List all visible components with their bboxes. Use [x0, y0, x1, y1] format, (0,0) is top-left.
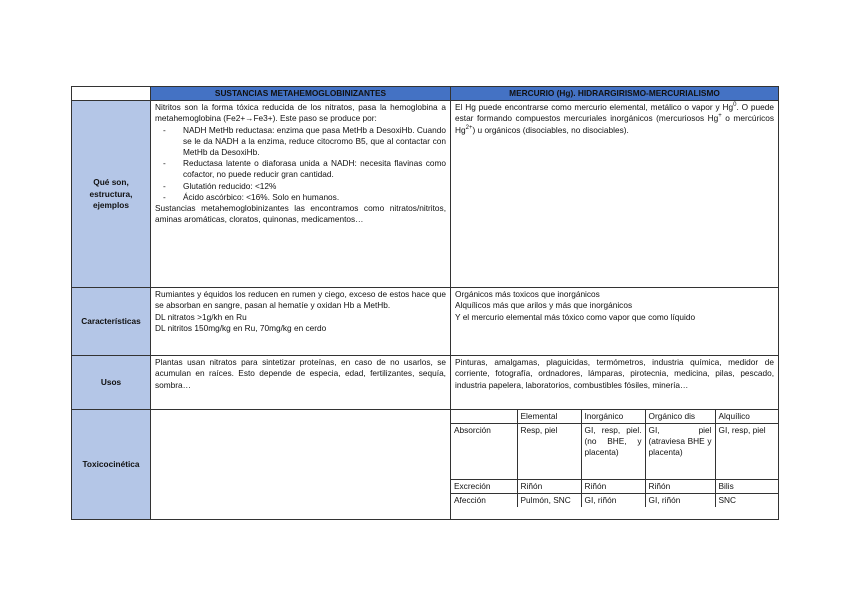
- caracteristicas-left-cell: [151, 288, 451, 356]
- subtable-cell: Resp, piel: [517, 424, 581, 480]
- subtable-cell: Riñón: [645, 480, 715, 494]
- caracteristicas-left-line: DL nitritos 150mg/kg en Ru, 70mg/kg en cerdo: [155, 322, 327, 333]
- usos-left-cell: Plantas usan nitratos para sintetizar proteínas, en caso de no usarlos, se acumulan en raíces. Esto depende de especia, edad, fertilizantes, sequía, sombra…: [151, 356, 451, 410]
- list-item: - Glutatión reducido: <12%: [183, 181, 446, 192]
- que-son-right-text-4: ) u orgánicos (disociables, no disociables).: [472, 124, 629, 135]
- que-son-right-text-2: . O puede estar formando compuestos mercuriales inorgánicos (mercuriosos Hg: [455, 102, 774, 124]
- subtable-header-cell: Inorgánico: [581, 410, 645, 424]
- subtable-cell: SNC: [715, 494, 779, 508]
- row-label-que-son: Qué son, estructura, ejemplos: [72, 101, 151, 288]
- row-caracteristicas: [72, 288, 779, 356]
- subtable-cell: Bilis: [715, 480, 779, 494]
- subtable-cell: Riñón: [581, 480, 645, 494]
- comparison-table: [71, 86, 779, 520]
- subtable-cell: Absorción: [451, 424, 517, 480]
- toxicocinetica-right-cell: [451, 410, 779, 520]
- subtable-cell: GI, riñón: [581, 494, 645, 508]
- que-son-right-cell: [451, 101, 779, 288]
- que-son-left-list: [155, 125, 446, 203]
- subtable-cell: GI, resp, piel. (no BHE, y placenta): [581, 424, 645, 480]
- subtable-cell: Excreción: [451, 480, 517, 494]
- caracteristicas-right-line: Y el mercurio elemental más tóxico como vapor que como líquido: [455, 311, 696, 322]
- caracteristicas-left-line: DL nitratos >1g/kh en Ru: [155, 311, 247, 322]
- header-row: [72, 87, 779, 101]
- row-label-caracteristicas: Características: [72, 288, 151, 356]
- que-son-left-intro: Nitritos son la forma tóxica reducida de los nitratos, pasa la hemoglobina a metahemoglobina (Fe2+→Fe3+). Este paso se produce por:: [155, 102, 446, 124]
- row-usos: [72, 356, 779, 410]
- row-label-toxicocinetica: Toxicocinética: [72, 410, 151, 520]
- que-son-left-cell: [151, 101, 451, 288]
- corner-cell: [72, 87, 151, 101]
- subtable-cell: Afección: [451, 494, 517, 508]
- subtable-cell: Pulmón, SNC: [517, 494, 581, 508]
- que-son-right-text-1: El Hg puede encontrarse como mercurio elemental, metálico o vapor y Hg: [455, 102, 734, 113]
- sup-0: 0: [733, 102, 737, 109]
- column-header-metahemoglobinizantes: SUSTANCIAS METAHEMOGLOBINIZANTES: [151, 87, 451, 101]
- column-header-mercurio: MERCURIO (Hg). HIDRARGIRISMO-MERCURIALISMO: [451, 87, 779, 101]
- subtable-header-cell: [451, 410, 517, 424]
- list-item: - Reductasa latente o diaforasa unida a NADH: necesita flavinas como cofactor, no puede reducir gran cantidad.: [183, 158, 446, 180]
- subtable-cell: GI, piel (atraviesa BHE y placenta): [645, 424, 715, 480]
- row-label-usos: Usos: [72, 356, 151, 410]
- subtable-header-cell: Orgánico dis: [645, 410, 715, 424]
- subtable-header-row: [451, 410, 779, 424]
- subtable-cell: GI, resp, piel: [715, 424, 779, 480]
- sup-plus: +: [718, 113, 722, 120]
- row-que-son: [72, 101, 779, 288]
- subtable-header-cell: Elemental: [517, 410, 581, 424]
- list-item: - Ácido ascórbico: <16%. Solo en humanos.: [183, 192, 446, 203]
- subtable-header-cell: Alquílico: [715, 410, 779, 424]
- subtable-cell: GI, riñón: [645, 494, 715, 508]
- document-table-wrapper: [71, 86, 778, 520]
- usos-right-cell: Pinturas, amalgamas, plaguicidas, termómetros, industria química, medidor de corriente, fotografía, ordnadores, lámparas, pirotecnia, medicina, pilas, pescado, industria papelera, laboratorios, combustibles fósiles, minería…: [451, 356, 779, 410]
- table-row: [451, 480, 779, 494]
- que-son-left-outro: Sustancias metahemoglobinizantes las encontramos como nitratos/nitritos, aminas aromáticas, cloratos, quinonas, medicamentos…: [155, 203, 446, 225]
- toxicocinetica-subtable: [451, 410, 779, 507]
- caracteristicas-left-line: Rumiantes y équidos los reducen en rumen y ciego, exceso de estos hace que se absorban en sangre, pasan al hematíe y oxidan Hb a MetHb.: [155, 289, 446, 311]
- caracteristicas-right-cell: [451, 288, 779, 356]
- sup-2plus: 2+: [465, 124, 473, 131]
- caracteristicas-right-line: Alquílicos más que arilos y más que inorgánicos: [455, 300, 633, 311]
- subtable-cell: Riñón: [517, 480, 581, 494]
- list-item: - NADH MetHb reductasa: enzima que pasa MetHb a DesoxiHb. Cuando se le da NADH a la enzima, reduce citocromo B5, que al contactar con MetHb da DesoxiHb.: [183, 125, 446, 159]
- caracteristicas-right-line: Orgánicos más toxicos que inorgánicos: [455, 289, 600, 300]
- que-son-right-text-3: o mercúricos Hg: [455, 113, 774, 135]
- table-row: [451, 494, 779, 508]
- table-row: [451, 424, 779, 480]
- toxicocinetica-left-cell: [151, 410, 451, 520]
- row-toxicocinetica: [72, 410, 779, 520]
